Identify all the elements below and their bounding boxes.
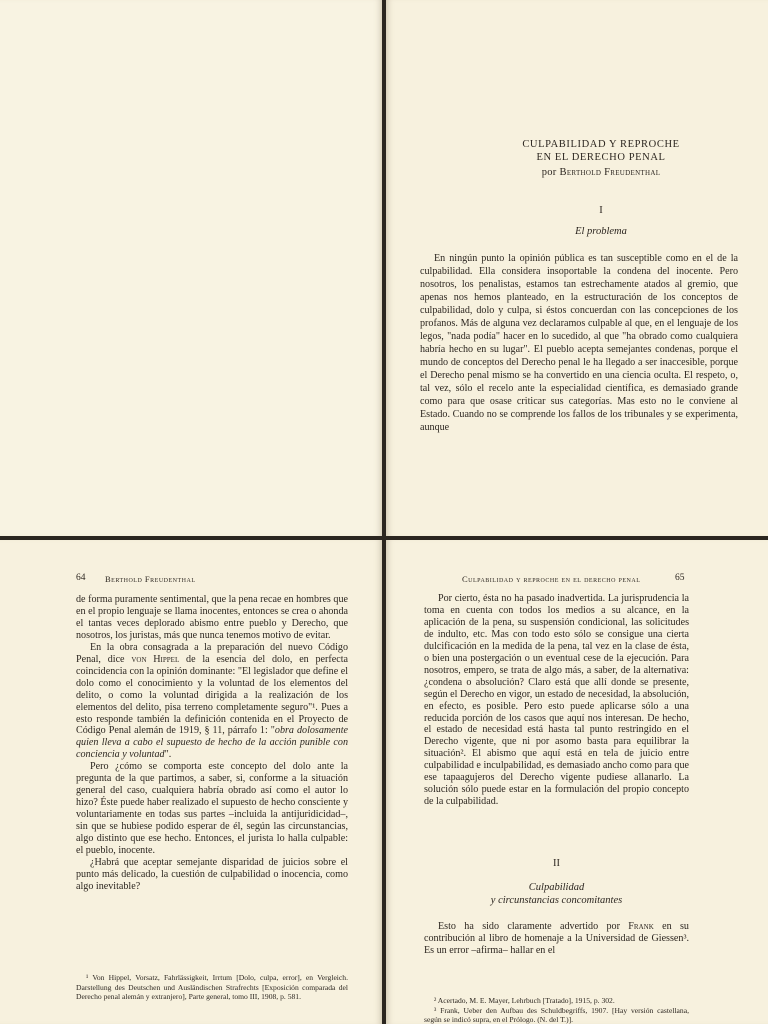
byline-por: por (541, 167, 557, 178)
author-name: von Hippel (131, 653, 180, 665)
page-number: 64 (76, 573, 86, 583)
quote: obra dolosamente quien lleva a cabo el supuesto de hecho de la acción punible con conciencia y voluntad (76, 725, 348, 761)
page-64 (0, 540, 382, 1024)
paragraph: Esto ha sido claramente advertido por Frank en su contribución al libro de homenaje a la Universidad de Giessen³. Es un error –afirma– hallar en el (424, 921, 689, 956)
section-title-line-1: Culpabilidad (528, 882, 585, 893)
footnote: ² Acertado, M. E. Mayer, Lehrbuch [Tratado], 1915, p. 302. (434, 996, 615, 1005)
paragraph: Pero ¿cómo se comporta este concepto del dolo ante la pregunta de la que partimos, a saber, si, conforme a la situación general del caso, cualquiera habría obrado así como el autor lo hizo? Éste puede haber realizado el supuesto de hecho consciente y voluntariamente en todas sus partes –incluida la antijuridicidad–, sin que se hubiese podido esperar de él, según las circunstancias, algo distinto que ese hecho. Entonces, el jurista lo halla culpable: el pueblo, inocente. (76, 761, 348, 857)
running-head: Culpabilidad y reproche en el derecho penal (462, 574, 641, 584)
footnote: ¹ Von Hippel, Vorsatz, Fahrlässigkeit, Irrtum [Dolo, culpa, error], en Vergleich. Darstellung des Deutschen und Ausländischen Strafrechts [Exposición comparada del Derecho penal alemán y extranjero], Parte general, tomo III, 1908, p. 581. (76, 973, 348, 1002)
paragraph: En ningún punto la opinión pública es tan susceptible como en el de la culpabilidad. Ella considera insoportable la condena del inocente. Pero nosotros, los penalistas, estamos tan estrechamente atados al gremio, que apenas nos hemos planteado, en la estructuración de los conceptos de culpabilidad, dolo y culpa, si éstos concuerdan con las concepciones de los profanos. Más de alguna vez declaramos culpable al que, en el lenguaje de los legos, "nada podía" hacer en lo sucedido, al que "ha obrado como cualquiera habría hecho en su lugar". El pueblo acepta semejantes condenas, porque el mundo de conceptos del Derecho penal le ha llegado a ser inaccesible, porque el Derecho penal mismo se ha convertido en una ciencia oculta. El respeto, o, tal vez, sólo el recelo ante la especialidad científica, es demasiado grande como para que osase criticar sus categorías. Mas esto no le conviene al Estado. Cuando no se comprende los fallos de los tribunales y se experimenta, aunque (420, 253, 738, 433)
article-title-line-2: EN EL DERECHO PENAL (536, 152, 666, 163)
section-number: I (599, 205, 603, 216)
paragraph: ¿Habrá que aceptar semejante disparidad de juicios sobre el punto más delicado, la cuestión de culpabilidad o inocencia, como algo inevitable? (76, 856, 348, 892)
section-title: El problema (575, 226, 627, 237)
author-name: Frank (628, 921, 654, 932)
body-text (420, 252, 738, 434)
paragraph: Por cierto, ésta no ha pasado inadvertida. La jurisprudencia la toma en cuenta con todos los medios a su alcance, en la aplicación de la pena, su suspensión condicional, las solicitudes de indulto, etc. Mas con todo esto sólo se consigue una cierta dulcificación en la medida de la pena, tal vez en la clase de ésta, o bien una postergación o un eventual cese de la ejecución. Para nosotros, empero, se trata de algo más, a saber, de la alternativa: ¿condena o absolución? Claro está que allí donde se presente, según el Derecho en vigor, un estado de necesidad, la absolución, en efecto, es posible. Pero esto puede aplicarse sólo a una reducida porción de los casos que aquí nos interesan. De hecho, el estado de necesidad está hasta tal punto restringido en el Derecho vigente, que ni por asomo basta para equilibrar la situación². El abismo que aquí está en tela de juicio entre culpabilidad e inculpabilidad, es demasiado ancho como para que ese tapaagujeros del Derecho vigente pudiese allanarlo. La solución sólo puede estar en la formulación del propio concepto de la culpabilidad. (424, 593, 689, 808)
body-text (424, 921, 689, 957)
byline-author: Berthold Freudenthal (559, 167, 661, 178)
paragraph: de forma puramente sentimental, que la pena recae en hombres que en el propio lenguaje se llama inocentes, entonces se crea o ahonda el tantas veces deplorado abismo entre pueblo y Derecho, que nosotros, los juristas, más que nunca tenemos motivo de evitar. (76, 594, 348, 641)
body-text (424, 593, 689, 808)
footnote: ³ Frank, Ueber den Aufbau des Schuldbegriffs, 1907. [Hay versión castellana, según se indicó supra, en el Prólogo. (N. del T.)]. (424, 1005, 689, 1024)
article-title-line-1: CULPABILIDAD Y REPROCHE (522, 139, 680, 150)
page-number: 65 (675, 573, 685, 583)
byline (456, 166, 746, 179)
blank-page (0, 0, 382, 536)
paragraph: En la obra consagrada a la preparación del nuevo Código Penal, dice von Hippel de la esencia del dolo, en perfecta coincidencia con la opinión dominante: "El legislador que define el dolo como el conocimiento y la voluntad de los elementos del delito, o como la voluntad dirigida a la realización de los elementos del delito, pisa terreno completamente seguro"¹. Pues a esto responde también la definición contenida en el Proyecto de Código Penal alemán de 1919, § 11, párrafo 1: "obra dolosamente quien lleva a cabo el supuesto de hecho de la acción punible con conciencia y voluntad". (76, 641, 348, 761)
section-title-line-2: y circunstancias concomitantes (490, 895, 623, 906)
running-head: Berthold Freudenthal (105, 574, 196, 584)
footnotes (424, 996, 689, 1024)
section-number: II (553, 858, 560, 869)
title-page (386, 0, 768, 536)
page-65 (386, 540, 768, 1024)
body-text (76, 594, 348, 893)
